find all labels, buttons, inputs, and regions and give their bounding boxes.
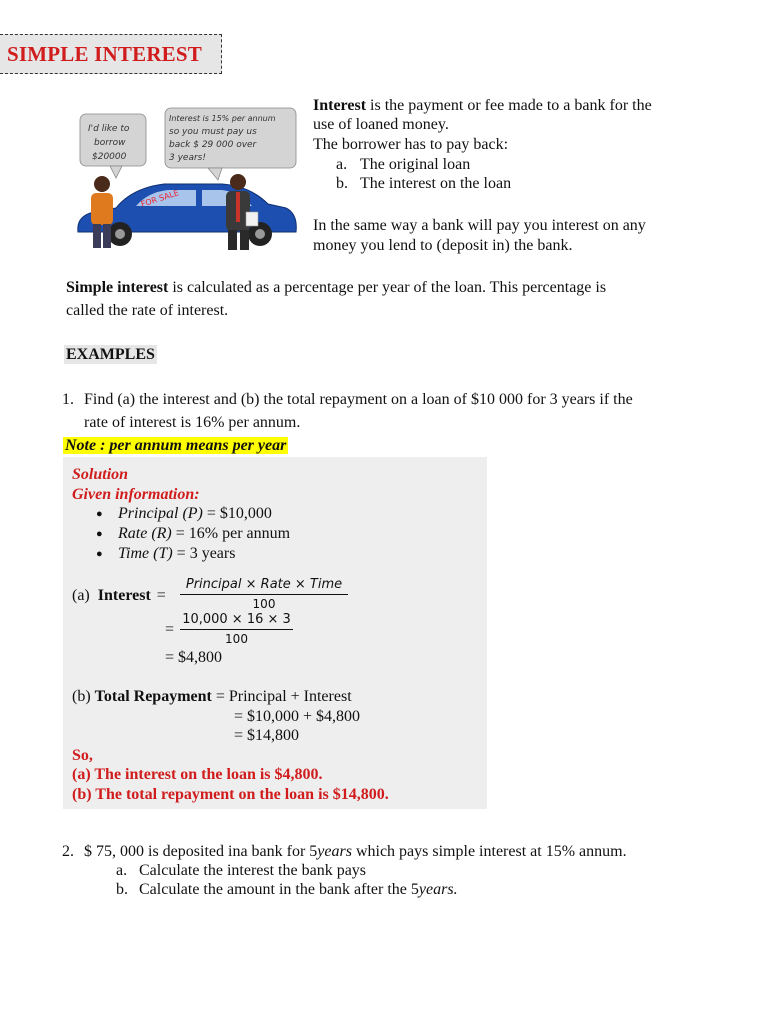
- bubble-left-line2: borrow: [94, 138, 126, 148]
- simple-interest-term: Simple interest: [66, 279, 169, 296]
- same-way-line1: In the same way a bank will pay you interest on any: [313, 217, 646, 234]
- fraction-numerator: 10,000 × 16 × 3: [182, 612, 291, 627]
- bullet-label: Time (T): [118, 545, 173, 562]
- bubble-right-line2: so you must pay us: [169, 127, 257, 137]
- same-way-line2: money you lend to (deposit in) the bank.: [313, 237, 573, 254]
- note-text: Note : per annum means per year: [65, 437, 287, 454]
- bubble-right-line1: Interest is 15% per annum: [169, 114, 276, 123]
- interest-definition-line2: use of loaned money.: [313, 116, 449, 133]
- q2-line: [84, 842, 627, 861]
- bullet-label: Rate (R): [118, 525, 172, 542]
- q2-text-part2: which pays simple interest at 15% annum.: [351, 843, 627, 860]
- bullet-value: = 16% per annum: [171, 525, 291, 542]
- page-title: SIMPLE INTEREST: [7, 42, 202, 66]
- bubble-left-line1: I'd like to: [88, 124, 130, 134]
- part-b-formula: = Principal + Interest: [211, 688, 352, 705]
- bullet-value: = 3 years: [172, 545, 236, 562]
- list-text: The interest on the loan: [360, 175, 512, 192]
- solution-heading: Solution: [72, 466, 129, 483]
- equals-sign: =: [165, 621, 175, 638]
- part-b-line2: = $10,000 + $4,800: [234, 708, 361, 725]
- so-label: So,: [72, 747, 93, 764]
- q2-text-part1: $ 75, 000 is deposited ina bank for 5: [84, 843, 318, 860]
- interest-definition-line1: [313, 96, 652, 115]
- part-b-term: Total Repayment: [94, 688, 212, 705]
- note-box: [63, 436, 288, 455]
- q1-number: 1.: [62, 391, 74, 408]
- loan-illustration: [72, 104, 302, 252]
- bullet-value: = $10,000: [202, 505, 272, 522]
- bubble-left-line3: $20000: [92, 152, 127, 162]
- simple-interest-line2: called the rate of interest.: [66, 302, 229, 319]
- bubble-right-line4: 3 years!: [169, 153, 206, 163]
- q1-line1: Find (a) the interest and (b) the total repayment on a loan of $10 000 for 3 years if the: [84, 391, 633, 408]
- q2-text-italic: years: [317, 843, 352, 860]
- borrower-figure: [91, 176, 113, 248]
- list-marker: b.: [116, 881, 128, 898]
- fraction-formula: [180, 577, 348, 611]
- fraction-denominator: 100: [252, 597, 276, 611]
- part-b-prefix: (b): [72, 688, 91, 705]
- interest-definition-rest: is the payment or fee made to a bank for the: [366, 97, 652, 114]
- list-marker: a.: [336, 156, 348, 173]
- list-text: Calculate the amount in the bank after the 5years.: [139, 881, 458, 898]
- conclusion-b: (b) The total repayment on the loan is $14,800.: [72, 786, 389, 803]
- q1-line2: rate of interest is 16% per annum.: [84, 414, 301, 431]
- part-b-line3: = $14,800: [234, 727, 300, 744]
- list-marker: b.: [336, 175, 348, 192]
- given-heading: Given information:: [72, 486, 200, 503]
- bullet-item: [118, 544, 235, 563]
- simple-interest-rest: is calculated as a percentage per year of the loan. This percentage is: [168, 279, 607, 296]
- for-sale-sign: FOR SALE: [139, 188, 180, 209]
- fraction-substituted: [180, 612, 293, 646]
- part-a-prefix: (a): [72, 587, 90, 604]
- interest-term: Interest: [313, 97, 367, 114]
- borrower-line: The borrower has to pay back:: [313, 136, 509, 153]
- title-box: [0, 34, 222, 74]
- fraction-numerator: Principal × Rate × Time: [185, 577, 343, 592]
- bullet-label: Principal (P): [118, 505, 203, 522]
- bullet-item: [118, 524, 290, 543]
- part-a-label: [72, 586, 166, 605]
- list-item: [336, 155, 471, 174]
- simple-interest-line1: [66, 278, 606, 297]
- bullet-item: [118, 504, 272, 523]
- speech-bubble-right: [165, 108, 296, 180]
- list-item: [116, 861, 367, 880]
- list-text: The original loan: [360, 156, 471, 173]
- speech-bubble-left: [80, 114, 146, 178]
- part-a-result: = $4,800: [165, 649, 223, 666]
- list-text: Calculate the interest the bank pays: [139, 862, 367, 879]
- fraction-denominator: 100: [225, 632, 248, 646]
- equals-sign: =: [156, 587, 166, 604]
- list-item: [116, 880, 458, 899]
- q2-number: 2.: [62, 843, 74, 860]
- list-item: [336, 174, 512, 193]
- part-a-term: Interest: [97, 587, 151, 604]
- conclusion-a: (a) The interest on the loan is $4,800.: [72, 766, 323, 783]
- examples-heading: EXAMPLES: [66, 346, 155, 363]
- part-b-line1: [72, 687, 352, 706]
- bubble-right-line3: back $ 29 000 over: [169, 140, 257, 150]
- list-marker: a.: [116, 862, 128, 879]
